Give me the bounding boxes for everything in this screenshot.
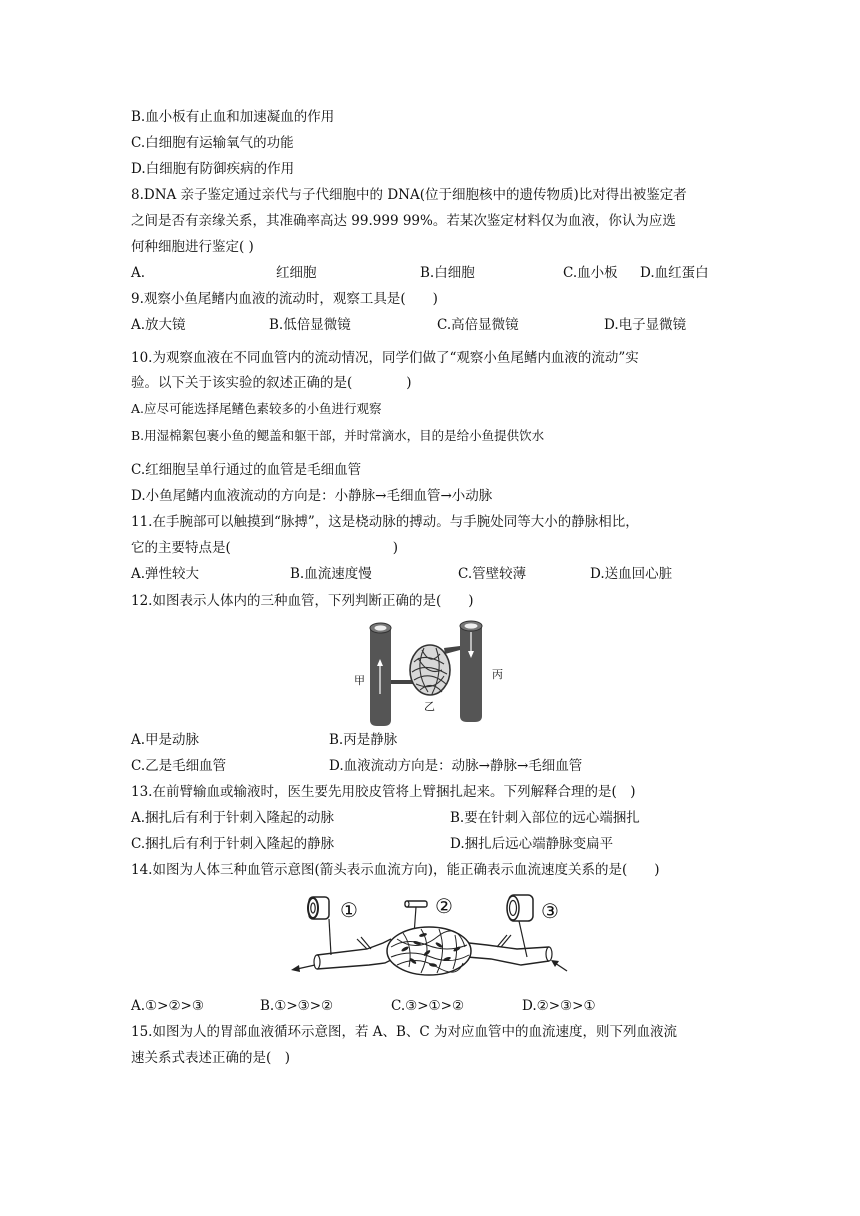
q7-option-d: D.白细胞有防御疾病的作用 (131, 161, 295, 177)
q10-option-c: C.红细胞呈单行通过的血管是毛细血管 (131, 462, 362, 478)
q9-option-b: B.低倍显微镜 (269, 317, 351, 333)
q9-option-d: D.电子显微镜 (604, 317, 687, 333)
q12-label-bing: 丙 (492, 668, 503, 681)
q9-option-c: C.高倍显微镜 (437, 317, 519, 333)
q10-option-a: A.应尽可能选择尾鳍色素较多的小鱼进行观察 (131, 401, 382, 416)
q13-option-b: B.要在针刺入部位的远心端捆扎 (450, 810, 640, 826)
q10-stem-line1: 10.为观察血液在不同血管内的流动情况，同学们做了“观察小鱼尾鳍内血液的流动”实 (131, 350, 639, 366)
q14-option-d: D.②>③>① (522, 998, 596, 1014)
q13-stem: 13.在前臂输血或输液时，医生要先用胶皮管将上臂捆扎起来。下列解释合理的是( ) (131, 784, 636, 800)
q11-stem-line2: 它的主要特点是( ) (131, 540, 399, 556)
q12-label-yi: 乙 (424, 700, 435, 713)
q13-option-c: C.捆扎后有利于针刺入隆起的静脉 (131, 836, 335, 852)
q11-stem-line1: 11.在手腕部可以触摸到“脉搏”，这是桡动脉的搏动。与手腕处同等大小的静脉相比， (131, 514, 639, 530)
q14-label-three: ③ (541, 899, 559, 923)
q12-option-d: D.血液流动方向是：动脉→静脉→毛细血管 (329, 758, 583, 774)
q8-option-d: D.血红蛋白 (640, 265, 709, 281)
q14-label-two: ② (435, 894, 453, 918)
q12-stem: 12.如图表示人体内的三种血管，下列判断正确的是( ) (131, 593, 474, 609)
q13-option-d: D.捆扎后远心端静脉变扁平 (450, 836, 614, 852)
q8-option-b: B.白细胞 (420, 265, 475, 281)
q11-option-a: A.弹性较大 (131, 566, 200, 582)
q14-option-c: C.③>①>② (391, 998, 465, 1014)
q14-capillary-bed (387, 927, 471, 975)
q7-option-b: B.血小板有止血和加速凝血的作用 (131, 109, 335, 125)
q12-option-a: A.甲是动脉 (131, 732, 200, 748)
q14-option-a: A.①>②>③ (131, 998, 204, 1014)
q7-option-c: C.白细胞有运输氧气的功能 (131, 135, 294, 151)
q14-blood-vessel-figure (287, 887, 577, 987)
q14-label-one: ① (340, 898, 358, 922)
q8-option-c: C.血小板 (563, 265, 618, 281)
q14-vessel-one-crosssection (308, 897, 329, 919)
q9-stem: 9.观察小鱼尾鳍内血液的流动时，观察工具是( ) (131, 291, 438, 307)
q12-capillary-yi (410, 645, 450, 695)
q8-stem-line1: 8.DNA 亲子鉴定通过亲代与子代细胞中的 DNA(位于细胞核中的遗传物质)比对得出被鉴定者 (131, 187, 687, 203)
q11-option-b: B.血流速度慢 (290, 566, 372, 582)
q10-stem-line2: 验。以下关于该实验的叙述正确的是( ) (131, 375, 412, 391)
q12-label-jia: 甲 (354, 674, 365, 687)
q11-option-c: C.管壁较薄 (458, 566, 527, 582)
q12-option-c: C.乙是毛细血管 (131, 758, 227, 774)
q14-option-b: B.①>③>② (260, 998, 334, 1014)
q12-blood-vessel-figure (352, 614, 512, 730)
q12-option-b: B.丙是静脉 (329, 732, 398, 748)
q11-option-d: D.送血回心脏 (590, 566, 673, 582)
q15-stem-line1: 15.如图为人的胃部血液循环示意图，若 A、B、C 为对应血管中的血流速度，则下列血液流 (131, 1024, 678, 1040)
q14-vessel-three-crosssection (507, 895, 533, 921)
q10-option-d: D.小鱼尾鳍内血液流动的方向是：小静脉→毛细血管→小动脉 (131, 488, 493, 504)
q13-option-a: A.捆扎后有利于针刺入隆起的动脉 (131, 810, 335, 826)
q15-stem-line2: 速关系式表述正确的是( ) (131, 1050, 291, 1066)
q14-vessel-two-crosssection (405, 901, 427, 907)
q8-stem-line3: 何种细胞进行鉴定( ) (131, 239, 254, 255)
q10-option-b: B.用湿棉絮包裹小鱼的鳃盖和躯干部，并时常滴水，目的是给小鱼提供饮水 (131, 428, 545, 443)
q8-option-a-letter: A. (131, 265, 146, 281)
q14-stem: 14.如图为人体三种血管示意图(箭头表示血流方向)，能正确表示血流速度关系的是( ) (131, 862, 660, 878)
q8-option-a-text: 红细胞 (276, 265, 317, 281)
q8-stem-line2: 之间是否有亲缘关系，其准确率高达 99.999 99%。若某次鉴定材料仅为血液，你认为应选 (131, 213, 676, 229)
q9-option-a: A.放大镜 (131, 317, 186, 333)
